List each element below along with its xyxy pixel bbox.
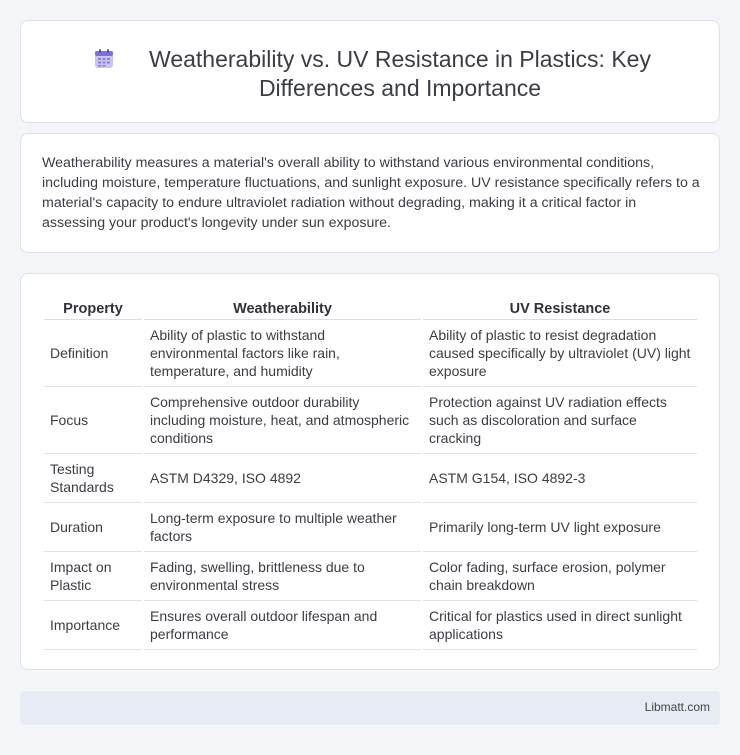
table-cell-property: Duration [44, 503, 142, 552]
table-cell-property: Testing Standards [44, 454, 142, 503]
table-cell-uv-resistance: ASTM G154, ISO 4892-3 [423, 454, 697, 503]
table-cell-weatherability: Comprehensive outdoor durability including moisture, heat, and atmospheric conditions [144, 387, 421, 454]
table-row [44, 503, 697, 552]
title-card [20, 20, 720, 123]
table-cell-uv-resistance: Ability of plastic to resist degradation caused specifically by ultraviolet (UV) light exposure [423, 320, 697, 387]
table-header-row [44, 294, 697, 320]
footer-brand-link[interactable]: Libmatt.com [644, 700, 710, 714]
comparison-table [42, 294, 699, 650]
comparison-table-card [20, 273, 720, 670]
table-cell-weatherability: Fading, swelling, brittleness due to environmental stress [144, 552, 421, 601]
table-cell-weatherability: Ability of plastic to withstand environmental factors like rain, temperature, and humidity [144, 320, 421, 387]
intro-card [20, 133, 720, 253]
table-cell-weatherability: ASTM D4329, ISO 4892 [144, 454, 421, 503]
table-cell-property: Definition [44, 320, 142, 387]
table-cell-uv-resistance: Primarily long-term UV light exposure [423, 503, 697, 552]
table-row [44, 454, 697, 503]
table-row [44, 320, 697, 387]
table-cell-uv-resistance: Protection against UV radiation effects such as discoloration and surface cracking [423, 387, 697, 454]
column-header-property: Property [44, 294, 142, 320]
page-title-line2: Differences and Importance [258, 75, 542, 101]
table-cell-property: Importance [44, 601, 142, 650]
table-row [44, 601, 697, 650]
table-row [44, 387, 697, 454]
table-cell-property: Focus [44, 387, 142, 454]
page-title [21, 45, 719, 103]
page-title-line1: Weatherability vs. UV Resistance in Plastics: Key [149, 46, 651, 72]
table-cell-weatherability: Long-term exposure to multiple weather factors [144, 503, 421, 552]
table-row [44, 552, 697, 601]
intro-paragraph: Weatherability measures a material's overall ability to withstand various environmental conditions, including moisture, temperature fluctuations, and sunlight exposure. UV resistance specifically refers to a material's capacity to endure ultraviolet radiation without degrading, making it a critical factor in assessing your product's longevity under sun exposure. [42, 155, 700, 231]
table-cell-property: Impact on Plastic [44, 552, 142, 601]
table-cell-uv-resistance: Color fading, surface erosion, polymer chain breakdown [423, 552, 697, 601]
column-header-weatherability: Weatherability [144, 294, 421, 320]
table-cell-weatherability: Ensures overall outdoor lifespan and performance [144, 601, 421, 650]
table-cell-uv-resistance: Critical for plastics used in direct sunlight applications [423, 601, 697, 650]
column-header-uv-resistance: UV Resistance [423, 294, 697, 320]
footer [20, 691, 720, 725]
